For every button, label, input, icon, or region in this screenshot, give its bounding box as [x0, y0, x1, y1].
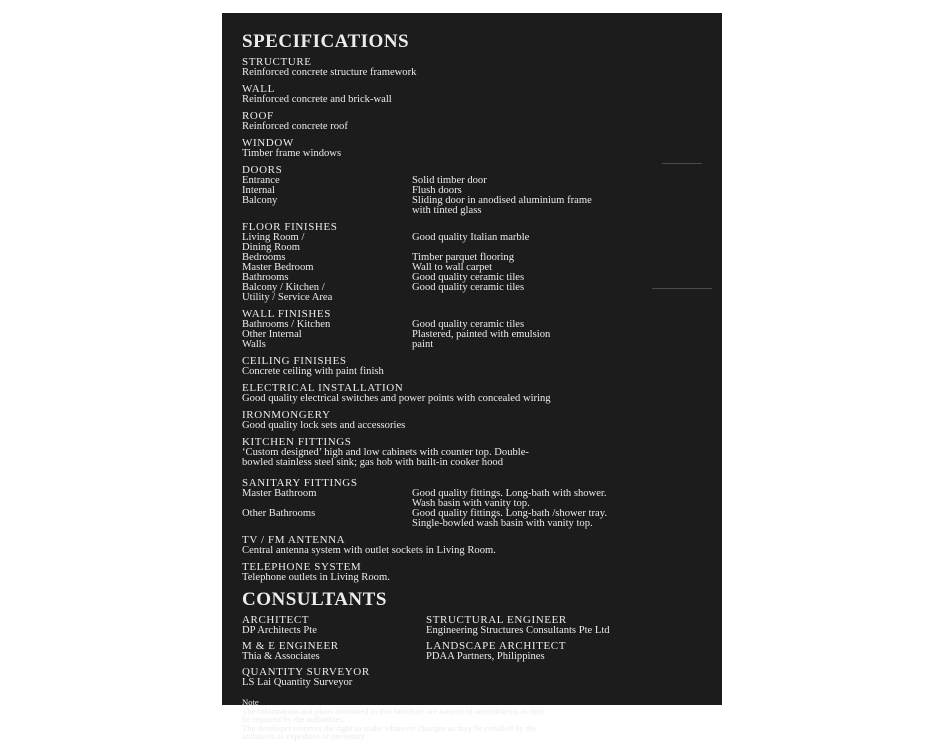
specifications-title: SPECIFICATIONS — [242, 31, 410, 52]
spec-value: Good quality ceramic tiles — [412, 282, 525, 293]
consultant-role: ARCHITECT — [242, 614, 310, 626]
consultant-name: Engineering Structures Consultants Pte Ltd — [426, 625, 610, 636]
spec-key: Master Bathroom — [242, 488, 317, 499]
consultants-row — [242, 641, 722, 662]
section-text: bowled stainless steel sink; gas hob with built-in cooker hood — [242, 457, 503, 468]
roof-section — [242, 111, 722, 132]
spec-value: Timber parquet flooring — [412, 252, 515, 263]
doors-section — [242, 165, 722, 216]
ironmongery-section — [242, 410, 722, 431]
section-text: Good quality lock sets and accessories — [242, 420, 406, 431]
section-heading: KITCHEN FITTINGS — [242, 436, 352, 448]
section-text: Reinforced concrete structure framework — [242, 67, 417, 78]
note-line: The information and plans contained in this brochure are subject to amendments as may — [242, 705, 545, 716]
spec-value: Wall to wall carpet — [412, 262, 493, 273]
spec-key: Bathrooms — [242, 272, 289, 283]
spec-value — [412, 196, 722, 216]
spec-row — [242, 196, 722, 216]
consultant-structural — [426, 615, 722, 636]
section-heading: IRONMONGERY — [242, 409, 331, 421]
spec-key-line: Living Room / — [242, 232, 305, 243]
note-label: Note — [242, 697, 259, 707]
consultants-row — [242, 667, 722, 688]
consultant-role: LANDSCAPE ARCHITECT — [426, 640, 567, 652]
spec-value-line: Plastered, painted with emulsion — [412, 329, 551, 340]
wall-section — [242, 84, 722, 105]
consultants-title: CONSULTANTS — [242, 589, 387, 610]
spec-key: Master Bedroom — [242, 262, 314, 273]
section-text: Timber frame windows — [242, 148, 342, 159]
spec-row — [242, 330, 722, 350]
consultants-row — [242, 615, 722, 636]
section-heading: TV / FM ANTENNA — [242, 534, 346, 546]
section-text: Concrete ceiling with paint finish — [242, 366, 384, 377]
note-line: architects as expedient or necessary — [242, 731, 365, 741]
spec-value: Good quality Italian marble — [412, 232, 530, 243]
spec-value: Good quality ceramic tiles — [412, 319, 525, 330]
spec-value-line: with tinted glass — [412, 205, 482, 216]
consultant-name: Thia & Associates — [242, 651, 320, 662]
section-heading: DOORS — [242, 164, 283, 176]
kitchen-section — [242, 437, 722, 468]
section-text: Good quality electrical switches and power points with concealed wiring — [242, 393, 551, 404]
spec-value — [412, 489, 722, 509]
consultant-role: STRUCTURAL ENGINEER — [426, 614, 567, 626]
consultant-landscape — [426, 641, 722, 662]
spec-key-line: Balcony / Kitchen / — [242, 282, 325, 293]
spec-value-line: Sliding door in anodised aluminium frame — [412, 195, 592, 206]
consultant-me — [242, 641, 426, 662]
spec-value: Solid timber door — [412, 175, 487, 186]
floor-finishes-section — [242, 222, 722, 303]
spec-key — [242, 330, 412, 350]
spec-key-line: Dining Room — [242, 242, 300, 253]
spec-row — [242, 283, 722, 303]
section-heading: ROOF — [242, 110, 274, 122]
spec-value-line: paint — [412, 339, 434, 350]
spec-key: Bathrooms / Kitchen — [242, 319, 331, 330]
electrical-section — [242, 383, 722, 404]
tv-section — [242, 535, 722, 556]
spec-key: Balcony — [242, 195, 278, 206]
spec-value — [412, 509, 722, 529]
spec-value: Good quality ceramic tiles — [412, 272, 525, 283]
section-text: Reinforced concrete roof — [242, 121, 348, 132]
disclaimer-note — [242, 698, 722, 741]
consultant-role: M & E ENGINEER — [242, 640, 339, 652]
spec-key — [242, 233, 412, 253]
consultant-name: LS Lai Quantity Surveyor — [242, 677, 353, 688]
section-heading: WALL FINISHES — [242, 308, 331, 320]
section-text: Telephone outlets in Living Room. — [242, 572, 390, 583]
spec-key-line: Utility / Service Area — [242, 292, 333, 303]
wall-finishes-section — [242, 309, 722, 350]
spec-value-line: Good quality fittings. Long-bath /shower tray. — [412, 508, 607, 519]
section-heading: FLOOR FINISHES — [242, 221, 338, 233]
section-heading: CEILING FINISHES — [242, 355, 347, 367]
section-heading: SANITARY FITTINGS — [242, 477, 358, 489]
spec-row — [242, 176, 722, 186]
consultant-qs — [242, 667, 542, 688]
spec-value — [412, 330, 722, 350]
spec-key: Other Bathrooms — [242, 508, 316, 519]
spec-value-line: Good quality fittings. Long-bath with shower. — [412, 488, 607, 499]
window-section — [242, 138, 722, 159]
section-heading: WALL — [242, 83, 275, 95]
spec-key-line: Walls — [242, 339, 266, 350]
section-heading: TELEPHONE SYSTEM — [242, 561, 362, 573]
section-heading: WINDOW — [242, 137, 294, 149]
spec-value-line: Wash basin with vanity top. — [412, 498, 530, 509]
spec-key — [242, 283, 412, 303]
ceiling-finishes-section — [242, 356, 722, 377]
scan-mark — [652, 288, 712, 289]
note-line: be required by the authorities. — [242, 714, 345, 725]
section-heading: ELECTRICAL INSTALLATION — [242, 382, 404, 394]
consultant-architect — [242, 615, 426, 636]
telephone-section — [242, 562, 722, 583]
spec-key: Internal — [242, 185, 275, 196]
spec-row — [242, 509, 722, 529]
spec-key: Bedrooms — [242, 252, 286, 263]
spec-value: Flush doors — [412, 185, 462, 196]
scan-mark — [662, 163, 702, 164]
brochure-page — [222, 13, 722, 741]
spec-row — [242, 233, 722, 253]
structure-section — [242, 57, 722, 78]
section-text: ‘Custom designed’ high and low cabinets with counter top. Double- — [242, 447, 529, 458]
note-line: The developer reserves the right to make whatever changes as may be certified by the — [242, 722, 537, 733]
consultant-name: PDAA Partners, Philippines — [426, 651, 545, 662]
spec-key-line: Other Internal — [242, 329, 302, 340]
spec-value-line: Single-bowled wash basin with vanity top. — [412, 518, 593, 529]
sanitary-section — [242, 478, 722, 529]
consultant-name: DP Architects Pte — [242, 625, 317, 636]
section-heading: STRUCTURE — [242, 56, 312, 68]
consultant-role: QUANTITY SURVEYOR — [242, 666, 370, 678]
spec-key: Entrance — [242, 175, 280, 186]
section-text: Reinforced concrete and brick-wall — [242, 94, 392, 105]
spec-row — [242, 489, 722, 509]
section-text: Central antenna system with outlet sockets in Living Room. — [242, 545, 496, 556]
